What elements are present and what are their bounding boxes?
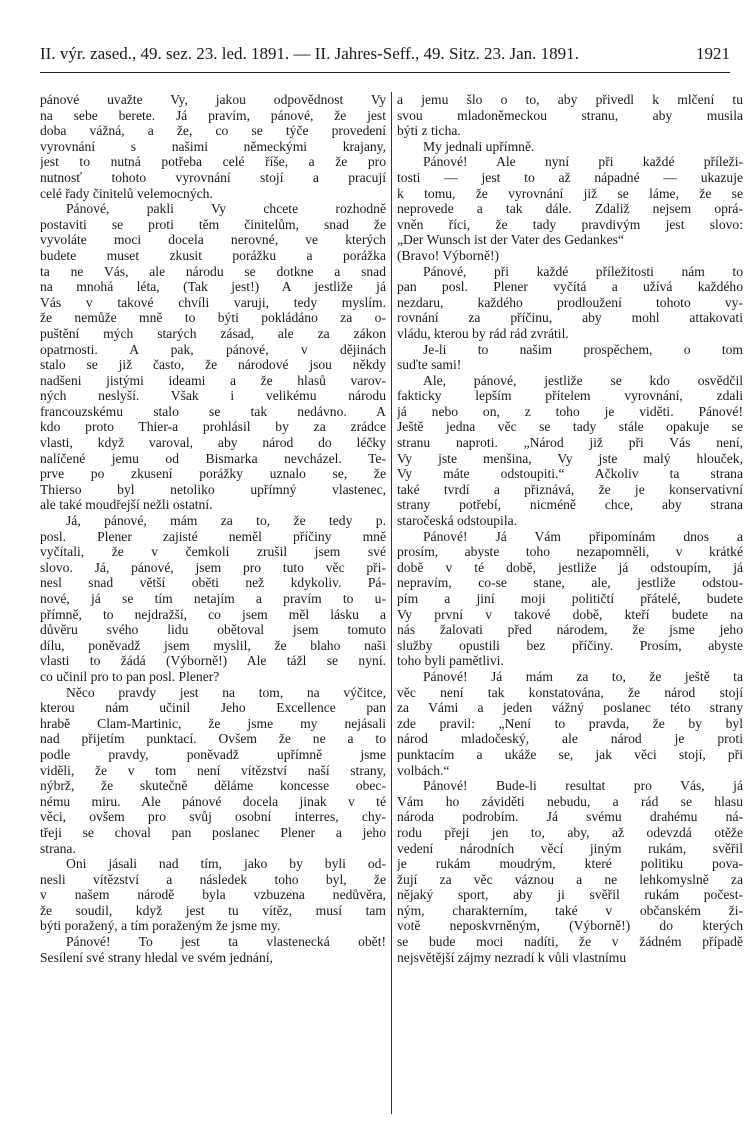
text-line: Něco pravdy jest na tom, na výčitce,	[66, 684, 386, 700]
text-line: kdo proto Thier-a prohlásil by za zrádce	[40, 419, 386, 435]
left-column	[40, 92, 386, 965]
text-line: Vy první v takové době, kteří budete na	[397, 606, 743, 622]
text-line: vládu, kterou by rád rád zvrátil.	[397, 325, 569, 341]
text-line: na sebe berete. Já pravím, pánové, že jest	[40, 107, 386, 123]
text-line: slovo. Já, pánové, jsem pro tuto věc při-	[40, 559, 386, 575]
text-line: na mnohá léta, (Tak jest!) A jestliže já	[40, 279, 386, 295]
text-line: nesl snad větší oběti než kdykoliv. Pá-	[40, 575, 386, 591]
text-line: Pánové! Já Vám připomínám dnos a	[423, 528, 743, 544]
text-line: že soudil, když jest tu vítěz, musí tam	[40, 902, 386, 918]
text-line: pan posl. Plener vyčítá a užívá každého	[397, 279, 743, 295]
text-line: ným, charakterním, také v občanském ži-	[397, 902, 743, 918]
text-line: stranu naproti. „Národ již při Vás není,	[397, 435, 743, 451]
text-line: a jemu šlo o to, aby přivedl k mlčení tu	[397, 92, 743, 107]
text-line: puštění mých starých zásad, ale za zákon	[40, 325, 386, 341]
text-line: za Vámi a jeden vážný poslanec této strany	[397, 700, 743, 716]
text-line: třeji se choval pan poslanec Plener a jeho	[40, 824, 386, 840]
text-line: budete muset zkusit porážku a porážka	[40, 247, 386, 263]
text-line: býti poražený, a tím poraženým že jsme my.	[40, 918, 281, 934]
text-line: strana.	[40, 840, 76, 856]
text-line: strany potřebí, nicméně chce, aby strana	[397, 497, 743, 513]
text-line: Pánové! Ale nyní při každé příleži-	[423, 154, 743, 170]
text-line: nové, já se tím netajím a pravím to u-	[40, 591, 386, 606]
text-line: Pánové! To jest ta vlastenecká obět!	[66, 934, 386, 950]
text-line: nezdaru, každého prodloužení tohoto vy-	[397, 294, 743, 310]
text-line: nepravím, co-se stane, ale, jestliže odstou-	[397, 575, 743, 591]
text-line: v našem národě byla vzbuzena nedůvěra,	[40, 887, 386, 903]
text-line: Vás v takové chvíli varuji, tedy myslím.	[40, 294, 386, 310]
header-session-info: II. výr. zased., 49. sez. 23. led. 1891. — II. Jahres-Seff., 49. Sitz. 23. Jan. 1891.	[40, 44, 579, 63]
text-line: jest to nutná potřeba celé říše, a že pro	[40, 154, 386, 170]
text-line: nějaký sport, aby ji svěřil rukám počest-	[397, 887, 743, 903]
text-line: posl. Plener zajisté neměl příčiny mně	[40, 528, 386, 544]
text-line: nás žalovati před národem, že jsme jeho	[397, 622, 743, 638]
text-line: prve po zkusení porážky uznalo se, že	[40, 466, 386, 482]
text-line: nutnosť tohoto vyrovnání stojí a pracují	[40, 169, 386, 185]
text-line: pím a jiní moji političtí přátelé, budete	[397, 591, 743, 606]
text-line: hrabě Clam-Martinic, že jsme my nejásali	[40, 715, 386, 731]
text-line: My jednali upřímně.	[423, 138, 535, 154]
text-line: Já, pánové, mám za to, že tedy p.	[66, 513, 386, 529]
text-line: vedení národních věcí jiným rukám, svěřil	[397, 840, 743, 856]
text-line: nýbrž, že skutečně děláme koncesse obec-	[40, 778, 386, 794]
text-line: Pánové, při každé příležitosti nám to	[423, 263, 743, 279]
text-line: co učinil pro to pan posl. Plener?	[40, 668, 220, 684]
text-line: suďte sami!	[397, 357, 462, 373]
text-line: vyčítali, že v čemkoli zrušil jsem své	[40, 544, 386, 560]
text-line: prosím, abyste toho nezapomněli, v krátké	[397, 544, 743, 560]
text-line: dílu, poněvadž jsem myslil, že blaho naši	[40, 637, 386, 653]
text-line: služby opustili bez příčiny. Prosím, abyste	[397, 637, 743, 653]
text-line: francouzskému stalo se tak nedávno. A	[40, 403, 386, 419]
text-line: Je-li to našim prospěchem, o tom	[423, 341, 743, 357]
text-line: nadšeni jistými ideami a že hlasů varov-	[40, 372, 386, 388]
text-line: přímně, to nejdražší, co jsem měl lásku a	[40, 606, 386, 622]
text-line: se bude moci nadíti, že v žádném případě	[397, 934, 743, 950]
text-line: nalíčené jemu od Bismarka nevcházel. Te-	[40, 450, 386, 466]
text-line: Pánové, pakli Vy chcete rozhodně	[66, 201, 386, 217]
text-line: votě neposkvrněným, (Výborně!) do kterých	[397, 918, 743, 934]
text-line: Pánové! Já mám za to, že ještě ta	[423, 668, 743, 684]
text-line: době v té době, jestliže já odstoupím, já	[397, 559, 743, 575]
text-line: nejsvětější zájmy nezradí k vůli vlastnímu	[397, 949, 627, 965]
text-line: ta ne Vás, ale národu se dotkne a snad	[40, 263, 386, 279]
text-line: zde pravil: „Není to pravda, že by byl	[397, 715, 743, 731]
text-line: Sesílení své strany hledal ve svém jednání,	[40, 949, 273, 965]
text-line: volbách.“	[397, 762, 450, 778]
text-line: neprovede a tak dále. Zdaliž nejsem oprá-	[397, 201, 743, 217]
header-rule	[40, 72, 730, 73]
text-line: nad přijetím punktací. Ovšem že ne a to	[40, 731, 386, 747]
text-line: viděli, že v tom není vítězství naší strany,	[40, 762, 386, 778]
text-line: k tomu, že vyrovnání již se láme, že se	[397, 185, 743, 201]
text-line: vlasti to žádá (Výborně!) Ale tážl se nyní.	[40, 653, 386, 669]
text-line: podle pravdy, poněvadž upřímně jsme	[40, 746, 386, 762]
text-line: nému miru. Ale pánové docela jinak v té	[40, 793, 386, 809]
page-number: 1921	[696, 44, 730, 63]
text-line: (Bravo! Výborně!)	[397, 247, 500, 263]
right-column	[397, 92, 743, 965]
text-line: nesli vítězství a následek toho byl, že	[40, 871, 386, 887]
text-line: důvěru svého lidu obětoval jsem tomuto	[40, 622, 386, 638]
text-line: opatrnosti. A pak, pánové, v dějinách	[40, 341, 386, 357]
text-line: já nebo on, z toho je viděti. Pánové!	[397, 403, 743, 419]
text-line: je rukám moudrým, které politiku pova-	[397, 856, 743, 872]
text-line: ale také moudřejší nežli ostatní.	[40, 497, 213, 513]
text-line: vlasti, když varoval, aby národ do léčky	[40, 435, 386, 451]
text-line: Vám ho záviděti nebudu, a rád se hlasu	[397, 793, 743, 809]
text-line: vněn říci, že tady pravdivým jest slovo:	[397, 216, 743, 232]
text-line: svou mladoněmeckou stranu, aby musila	[397, 107, 743, 123]
text-line: toho byli pamětlivi.	[397, 653, 504, 669]
text-line: tosti — jest to až nápadné — ukazuje	[397, 169, 743, 185]
column-divider	[391, 92, 392, 1114]
text-line: fakticky lepším přítelem vyrovnání, zdali	[397, 388, 743, 404]
running-header	[40, 44, 730, 68]
text-line: žují za věc váznou a ne lehkomyslně za	[397, 871, 743, 887]
text-line: rodu přeji jen to, aby, až odevzdá otěže	[397, 824, 743, 840]
text-line: staročeská odstoupila.	[397, 513, 518, 529]
text-line: punktacím a ukáže se, jak věci stojí, při	[397, 746, 743, 762]
text-line: Thierso byl netoliko upřímný vlastenec,	[40, 481, 386, 497]
text-line: Ještě jedna věc se tady stále opakuje se	[397, 419, 743, 435]
text-line: pánové uvažte Vy, jakou odpovědnost Vy	[40, 92, 386, 107]
text-line: Vy máte odstoupiti.“ Ačkoliv ta strana	[397, 466, 743, 482]
text-line: postaviti se proti těm činitelům, snad že	[40, 216, 386, 232]
text-line: národa podrobím. Já svému drahému ná-	[397, 809, 743, 825]
text-line: rovnání za příčinu, aby mohl attakovati	[397, 310, 743, 326]
text-line: věc není tak konstatována, že národ stojí	[397, 684, 743, 700]
text-line: celé řady činitelů velemocných.	[40, 185, 213, 201]
text-line: také tvrdí a přiznává, že je konservativní	[397, 481, 743, 497]
text-line: kterou nám učinil Jeho Excellence pan	[40, 700, 386, 716]
text-line: stalo se již často, že národové jsou někdy	[40, 357, 386, 373]
text-line: že nemůže mně to býti pokládáno za o-	[40, 310, 386, 326]
text-line: ných neslyší. Však i velikému národu	[40, 388, 386, 404]
text-line: vyrovnání s našimi německými krajany,	[40, 138, 386, 154]
text-line: národ mladočeský, ale národ je proti	[397, 731, 743, 747]
text-line: „Der Wunsch ist der Vater des Gedankes“	[397, 232, 624, 248]
text-line: Vy jste menšina, Vy jste malý hlouček,	[397, 450, 743, 466]
text-line: doba vážná, a že, co se týče provedení	[40, 123, 386, 139]
text-line: Pánové! Bude-li resultat pro Vás, já	[423, 778, 743, 794]
text-line: býti z ticha.	[397, 123, 461, 139]
text-line: věci, ovšem pro svůj osobní interres, chy-	[40, 809, 386, 825]
text-line: Ale, pánové, jestliže se kdo osvědčil	[423, 372, 743, 388]
text-line: vyvoláte moci docela nerovné, ve kterých	[40, 232, 386, 248]
text-line: Oni jásali nad tím, jako by byli od-	[66, 856, 386, 872]
